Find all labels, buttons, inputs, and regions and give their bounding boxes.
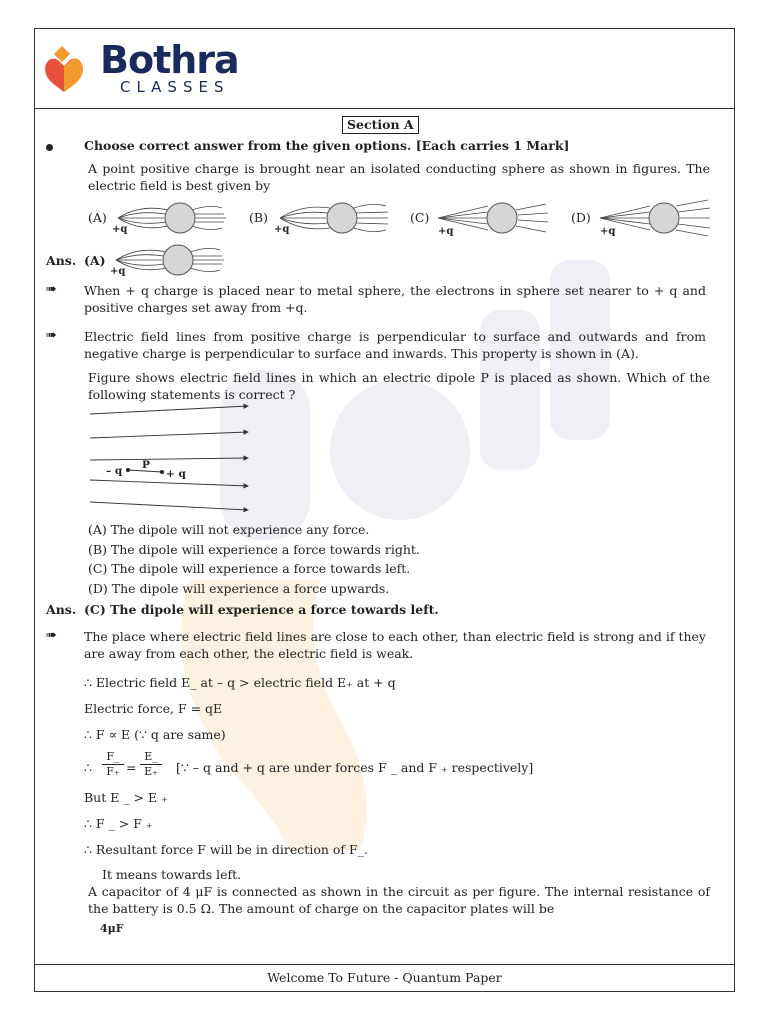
step-7: ∴ Resultant force F will be in direction of F_.: [84, 842, 368, 857]
dipole-figure: [88, 402, 258, 514]
figure-d: [594, 200, 714, 236]
explanation-3: The place where electric field lines are close to each other, than electric field is strong and if they are away from each other, the electric field is weak.: [84, 629, 706, 661]
step-2: Electric force, F = qE: [84, 701, 223, 716]
fraction-1: [102, 750, 124, 779]
footer-divider: [34, 964, 735, 965]
option-c-label: (C): [410, 210, 430, 225]
answer-2-value: (C) The dipole will experience a force towards left.: [84, 602, 439, 617]
fig-d-charge: +q: [600, 226, 616, 237]
dipole-pos-label: + q: [166, 468, 186, 480]
instruction: Choose correct answer from the given options. [Each carries 1 Mark]: [84, 138, 570, 153]
figure-b: [272, 200, 392, 236]
fig-a-charge: +q: [112, 224, 128, 235]
step-5: But E _ > E ₊: [84, 790, 168, 805]
fig-c-charge: +q: [438, 226, 454, 237]
brand-sub: CLASSES: [120, 78, 230, 96]
answer-2-label: Ans.: [46, 602, 77, 617]
step-3: ∴ F ∝ E (∵ q are same): [84, 727, 226, 742]
step-1: ∴ Electric field E_ at – q > electric field E₊ at + q: [84, 675, 396, 690]
question-3: A capacitor of 4 μF is connected as shown in the circuit as per figure. The internal resistance of the battery is 0.5 Ω. The amount of charge on the capacitor plates will be: [88, 884, 710, 916]
heart-logo-icon: [42, 40, 90, 94]
answer-1-label: Ans.: [46, 253, 77, 268]
step-4-note: [∵ – q and + q are under forces F _ and F ₊ respectively]: [176, 760, 534, 775]
step-4-prefix: ∴: [84, 760, 92, 775]
figure-c: [432, 200, 552, 236]
q2-option-a: (A) The dipole will not experience any force.: [88, 522, 370, 537]
arrow-icon: ➠: [46, 328, 57, 343]
footer-text: Welcome To Future - Quantum Paper: [267, 970, 502, 985]
arrow-icon: ➠: [46, 628, 57, 643]
explanation-1: When + q charge is placed near to metal sphere, the electrons in sphere set nearer to + q and positive charges set away from +q.: [84, 283, 706, 315]
dipole-p-label: P: [142, 459, 150, 471]
fig-b-charge: +q: [274, 224, 290, 235]
ans-fig-charge: +q: [110, 266, 126, 277]
explanation-2: Electric field lines from positive charge is perpendicular to surface and outwards and from negative charge is perpendicular to surface and inwards. This property is shown in (A).: [84, 329, 706, 361]
fraction-1-den: F₊: [102, 764, 124, 779]
step-6: ∴ F _ > F ₊: [84, 816, 153, 831]
fraction-2-num: E_: [144, 750, 158, 763]
fraction-2-den: E₊: [140, 764, 162, 779]
step-4-equals: =: [126, 760, 137, 775]
brand-name: Bothra: [100, 38, 239, 82]
q2-option-d: (D) The dipole will experience a force upwards.: [88, 581, 390, 596]
answer-1-figure: [108, 242, 228, 278]
question-1: A point positive charge is brought near an isolated conducting sphere as shown in figures. The electric field is best given by: [88, 161, 710, 193]
option-d-label: (D): [571, 210, 591, 225]
bullet-icon: [46, 144, 53, 151]
figure-a: [110, 200, 230, 236]
arrow-icon: ➠: [46, 282, 57, 297]
brand-logo: [42, 38, 262, 98]
section-title: Section A: [342, 116, 419, 134]
answer-1-value: (A): [84, 253, 106, 268]
fraction-2: [140, 750, 162, 779]
q2-option-b: (B) The dipole will experience a force towards right.: [88, 542, 420, 557]
capacitor-label: 4μF: [100, 922, 124, 935]
option-a-label: (A): [88, 210, 107, 225]
q2-option-c: (C) The dipole will experience a force towards left.: [88, 561, 411, 576]
dipole-neg-label: – q: [106, 465, 123, 477]
header-divider: [34, 108, 735, 109]
option-b-label: (B): [249, 210, 268, 225]
question-2: Figure shows electric field lines in which an electric dipole P is placed as shown. Which of the following statements is correct ?: [88, 370, 710, 402]
fraction-1-num: F_: [106, 750, 120, 763]
step-8: It means towards left.: [102, 867, 242, 882]
